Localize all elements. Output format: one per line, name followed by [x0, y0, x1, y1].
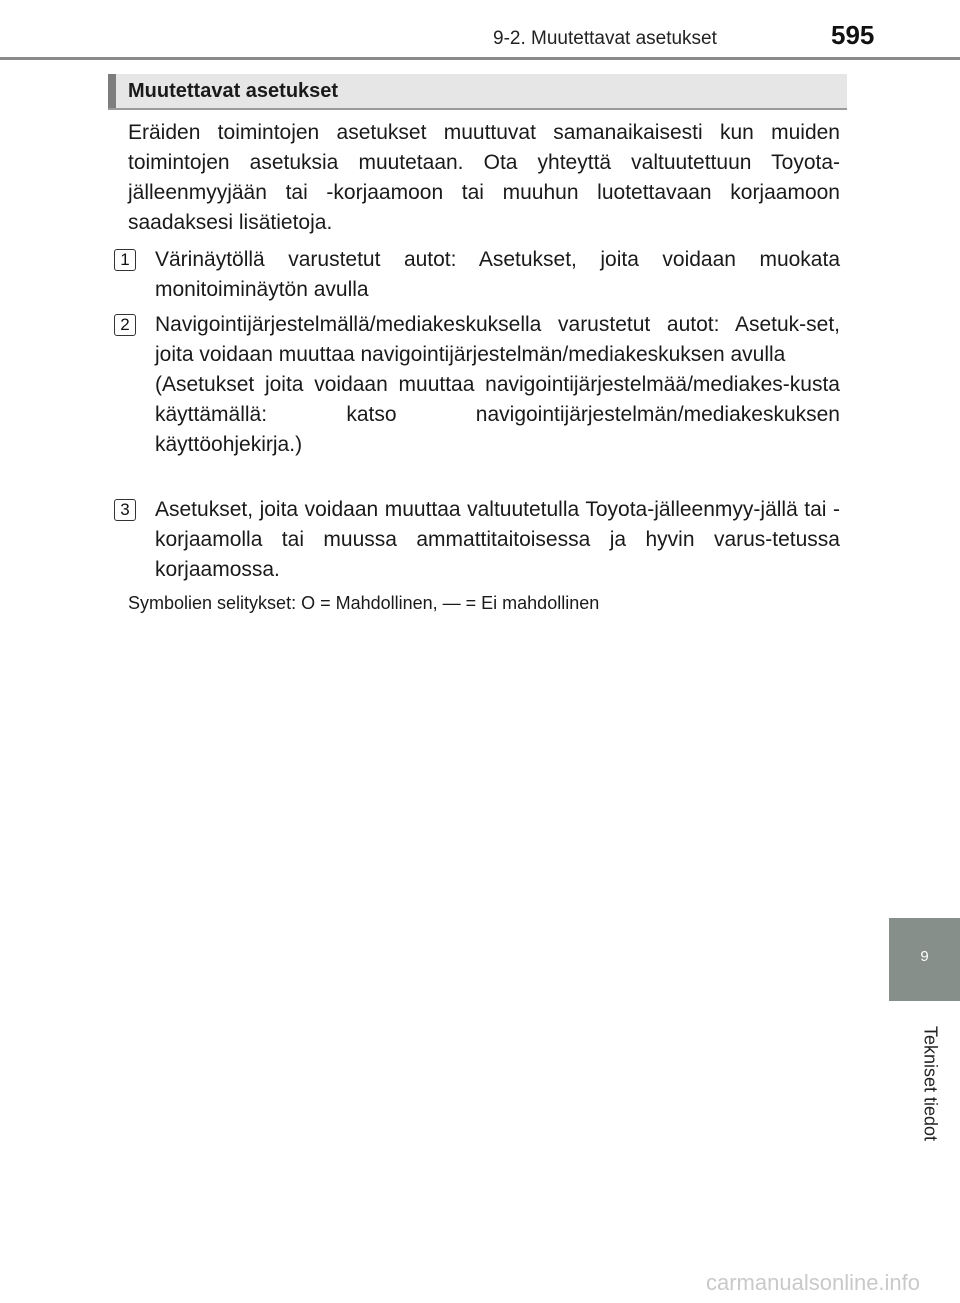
- symbol-legend: Symbolien selitykset: O = Mahdollinen, — = Ei mahdollinen: [128, 593, 600, 613]
- intro-paragraph: Eräiden toimintojen asetukset muuttuvat samanaikaisesti kun muiden toimintojen asetuksia muutetaan. Ota yhteyttä valtuutettuun Toyota-jälleenmyyjään tai -korjaamoon tai muuhun luotettavaan korjaamoon saadaksesi lisätietoja.: [128, 121, 840, 234]
- list-item-text: Asetukset, joita voidaan muuttaa valtuutetulla Toyota-jälleenmyy-jällä tai -korjaamolla tai muussa ammattitaitoisessa ja hyvin varus-tetussa korjaamossa.: [155, 498, 840, 581]
- list-item-text: Navigointijärjestelmällä/mediakeskuksella varustetut autot: Asetuk-set, joita voidaan muuttaa navigointijärjestelmän/mediakeskuksen avulla: [155, 313, 840, 366]
- item-number-badge: 3: [114, 499, 136, 521]
- list-item-text: Värinäytöllä varustetut autot: Asetukset, joita voidaan muokata monitoiminäytön avulla: [155, 248, 840, 301]
- chapter-number: 9: [920, 948, 929, 965]
- chapter-label: Tekniset tiedot: [920, 1025, 941, 1142]
- item-number-badge: 2: [114, 314, 136, 336]
- header-section-title: 9-2. Muutettavat asetukset: [493, 28, 717, 49]
- page-number: 595: [831, 20, 875, 50]
- list-item-note: (Asetukset joita voidaan muuttaa navigointijärjestelmää/mediakes-kusta käyttämällä: katso navigointijärjestelmän/mediakeskuksen käyttöohjekirja.): [155, 373, 840, 456]
- list-item: [155, 245, 840, 305]
- item-number-badge: 1: [114, 249, 136, 271]
- list-item: [155, 495, 840, 585]
- chapter-tab: [889, 918, 960, 1001]
- header-rule: [0, 57, 960, 60]
- section-heading: Muutettavat asetukset: [128, 80, 339, 102]
- list-item: [155, 310, 840, 460]
- section-heading-box: [108, 74, 847, 110]
- section-heading-bar: [108, 74, 116, 108]
- watermark: carmanualsonline.info: [706, 1270, 921, 1295]
